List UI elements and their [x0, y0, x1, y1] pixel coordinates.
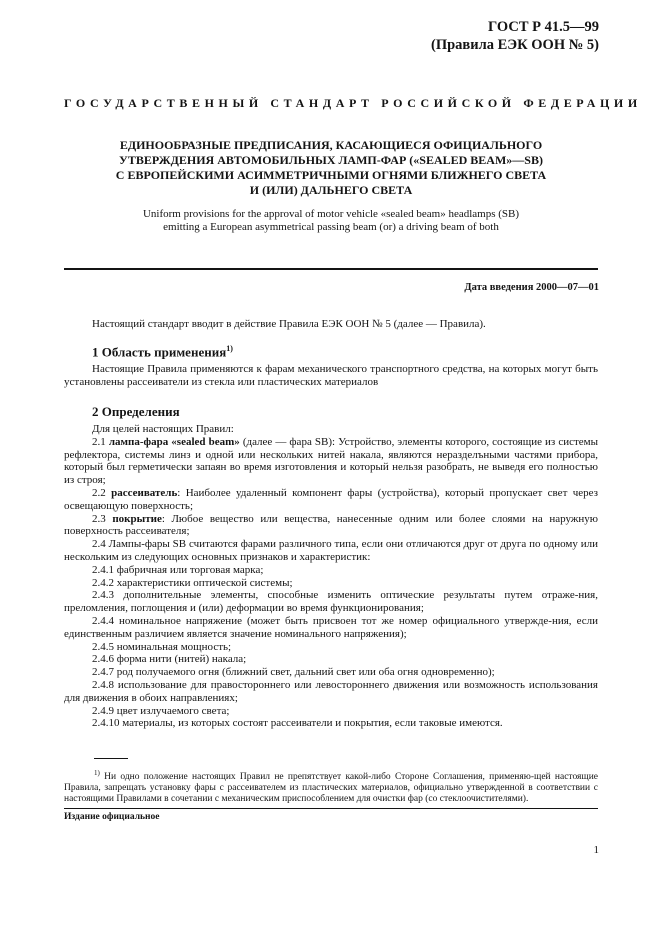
list-item: 2.4.5 номинальная мощность; [92, 640, 232, 653]
document-header [431, 18, 599, 54]
list-item: 2.4.8 использование для правостороннего или левостороннего движения или возможность использования для движения в обоих направлениях; [64, 678, 598, 704]
definition-term: покрытие [112, 512, 162, 525]
title-line: С ЕВРОПЕЙСКИМИ АСИММЕТРИЧНЫМИ ОГНЯМИ БЛИЖНЕГО СВЕТА [115, 168, 547, 182]
section-1-heading-text: 1 Область применения [92, 344, 227, 360]
definitions-intro: Для целей настоящих Правил: [92, 423, 234, 435]
section-1-text: Настоящие Правила применяются к фарам механического транспортного средства, на которых могут быть установлены рассеиватели из стекла или пластических материалов [64, 363, 598, 388]
clause-number: 2.3 [92, 512, 106, 525]
definition-2-4: 2.4 Лампы-фары SB считаются фарами различного типа, если они отличаются друг от друга по одному или нескольким из следующих основных признаков и характеристик: [64, 538, 598, 563]
clause-number: 2.1 [92, 435, 106, 448]
list-item: 2.4.10 материалы, из которых состоят рассеиватели и покрытия, если таковые имеются. [92, 717, 503, 730]
introduction-date: Дата введения 2000—07—01 [464, 282, 599, 293]
footnote [64, 768, 598, 805]
definition-text: (далее — фара SB): Устройство, элементы которого, состоящие из системы рефлектора, системы линз и одной или нескольких нитей накала, являются неразделъными частями прибора, который был герметически запаян во время изготовления и который нельзя разобрать, не выведя его полностью из строя; [64, 435, 599, 487]
rules-reference: (Правила ЕЭК ООН № 5) [431, 37, 599, 53]
gost-number: ГОСТ Р 41.5—99 [488, 19, 599, 35]
definitions-list [64, 423, 598, 730]
english-title [64, 208, 598, 234]
english-title-line: Uniform provisions for the approval of motor vehicle «sealed beam» headlamps (SB) [142, 208, 520, 220]
section-2-heading: 2 Определения [92, 404, 180, 419]
list-item: 2.4.1 фабричная или торговая марка; [92, 563, 264, 576]
list-item: 2.4.7 род получаемого огня (ближний свет, дальний свет или оба огня одновременно); [92, 666, 495, 679]
title-line: И (ИЛИ) ДАЛЬНЕГО СВЕТА [249, 183, 413, 197]
list-item: 2.4.9 цвет излучаемого света; [92, 704, 230, 717]
clause-number: 2.2 [92, 486, 106, 499]
definition-text: : Наиболее удаленный компонент фары (устройства), который пропускает свет через освещающую поверхность; [64, 486, 599, 512]
footnote-text: Ни одно положение настоящих Правил не препятствует какой-либо Стороне Соглашения, применяю-щей настоящие Правила, запрещать установку фары с рассеивателем из пластических материалов, официально утвержденной в соответствии с настоящими Правилами в сочетании с механическим приспособлением для очистки фар (со стеклоочистителями). [64, 772, 599, 805]
section-1-heading [92, 344, 233, 360]
english-title-line: emitting a European asymmetrical passing beam (or) a driving beam of both [163, 221, 499, 233]
footnote-divider [94, 758, 128, 759]
state-standard-banner: ГОСУДАРСТВЕННЫЙ СТАНДАРТ РОССИЙСКОЙ ФЕДЕРАЦИИ [64, 96, 642, 110]
page-number: 1 [593, 844, 599, 856]
definition-2-3 [64, 513, 598, 539]
footnote-mark: 1) [94, 769, 100, 777]
intro-paragraph: Настоящий стандарт вводит в действие Правила ЕЭК ООН № 5 (далее — Правила). [92, 318, 486, 330]
definition-2-1 [64, 436, 598, 487]
title-divider [64, 268, 598, 270]
title-line: УТВЕРЖДЕНИЯ АВТОМОБИЛЬНЫХ ЛАМП-ФАР («SEALED BEAM»—SB) [119, 153, 543, 167]
official-edition-label: Издание официальное [64, 812, 160, 822]
list-item: 2.4.3 дополнительные элементы, способные изменить оптические результаты путем отраже-ния, преломления, поглощения и (или) деформации во время функционирования; [64, 589, 598, 615]
edition-divider [64, 808, 598, 809]
document-title [64, 138, 598, 198]
definition-term: рассеиватель [111, 486, 178, 499]
footnote-reference: 1) [226, 344, 233, 353]
definition-text: : Любое вещество или вещества, нанесенные одним или более слоями на наружную поверхность рассеивателя; [64, 512, 599, 538]
list-item: 2.4.4 номинальное напряжение (может быть присвоен тот же номер официального утвержде-ния, если единственным различием является значение номинального напряжения); [64, 614, 598, 640]
title-line: ЕДИНООБРАЗНЫЕ ПРЕДПИСАНИЯ, КАСАЮЩИЕСЯ ОФИЦИАЛЬНОГО [119, 138, 543, 152]
list-item: 2.4.2 характеристики оптической системы; [92, 576, 293, 589]
list-item: 2.4.6 форма нити (нитей) накала; [92, 653, 247, 666]
definition-2-2 [64, 487, 598, 513]
definition-term: лампа-фара «sealed beam» [108, 435, 240, 448]
